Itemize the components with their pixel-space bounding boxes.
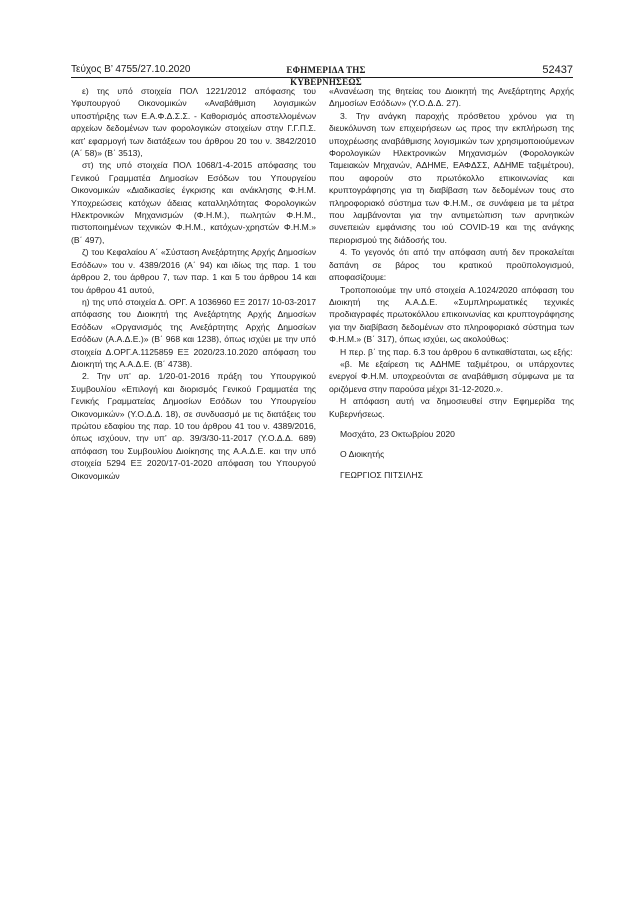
signature-role: Ο Διοικητής [340,449,385,460]
page-number: 52437 [542,64,573,76]
paragraph: ζ) του Κεφαλαίου Α΄ «Σύσταση Ανεξάρτητης Αρχής Δημοσίων Εσόδων» του ν. 4389/2016 (Α΄ 94) και ιδίως της παρ. 1 του άρθρου 2, του άρθρου 7, των παρ. 1 και 5 του άρθρου 14 και του άρθρου 41 αυτού, [71,247,316,295]
paragraph: 4. Το γεγονός ότι από την απόφαση αυτή δεν προκαλείται δαπάνη σε βάρος του κρατικού προϋπολογισμού, αποφασίζουμε: [329,247,574,283]
paragraph: Η περ. β΄ της παρ. 6.3 του άρθρου 6 αντικαθίσταται, ως εξής: [340,346,573,357]
paragraph: 2. Την υπ’ αρ. 1/20-01-2016 πράξη του Υπουργικού Συμβουλίου «Επιλογή και διορισμός Γενικού Γραμματέα της Γενικής Γραμματείας Δημοσίων Εσόδων του Υπουργείου Οικονομικών» (Υ.Ο.Δ.Δ. 18), σε συνδυασμό με τις διατάξεις του πρώτου εδαφίου της παρ. 10 του άρθρου 41 του ν. 4389/2016, όπως ισχύουν, την υπ’ αρ. 39/3/30-11-2017 (Υ.Ο.Δ.Δ. 689) απόφαση του Συμβουλίου Διοίκησης της Α.Α.Δ.Ε. και την υπό στοιχεία 5294 ΕΞ 2020/17-01-2020 απόφαση του Υπουργού Οικονομικών [71,371,316,481]
paragraph: Τροποποιούμε την υπό στοιχεία Α.1024/2020 απόφαση του Διοικητή της Α.Α.Δ.Ε. «Συμπληρωματικές τεχνικές προδιαγραφές πρωτοκόλλου επικοινωνίας και κρυπτογράφησης για την διαβίβαση δεδομένων στο πληροφοριακό σύστημα των Φ.Η.Μ.» (Β΄ 317), όπως ισχύει, ως ακολούθως: [329,284,574,345]
paragraph: ε) της υπό στοιχεία ΠΟΛ 1221/2012 απόφασης του Υφυπουργού Οικονομικών «Αναβάθμιση λογισμικών υποστήριξης των Ε.Α.Φ.Δ.Σ.Σ. - Καθορισμός αποστελλομένων αρχείων δεδομένων των φορολογικών στοιχείων στην Γ.Γ.Π.Σ. κατ’ εφαρμογή των διατάξεων του άρθρου 20 του ν. 3842/2010 (Α΄ 58)» (Β΄ 3513), [71,86,316,159]
gazette-title: ΕΦΗΜΕΡΙΔΑ ΤΗΣ ΚΥΒΕΡΝΗΣΕΩΣ [286,65,366,87]
paragraph: Η απόφαση αυτή να δημοσιευθεί στην Εφημερίδα της Κυβερνήσεως. [329,396,574,419]
paragraph: 3. Την ανάγκη παροχής πρόσθετου χρόνου για τη διευκόλυνση των επιχειρήσεων ως προς την εκπλήρωση της υποχρέωσης αναβάθμισης λογισμικών των χρησιμοποιούμενων Φορολογικών Ηλεκτρονικών Μηχανισμών (Φορολογικών Ταμειακών Μηχανών, ΑΔΗΜΕ, ΕΑΦΔΣΣ, ΑΔΗΜΕ ταξιμέτρου), που αφορούν στο πρωτόκολλο επικοινωνίας και κρυπτογράφησης για τη διαβίβαση των δεδομένων τους στο πληροφοριακό σύστημα των Φ.Η.Μ., σε συνάφεια με τα μέτρα που λαμβάνονται για την αντιμετώπιση των αρνητικών συνεπειών εμφάνισης του ιού COVID-19 και της ανάγκης περιορισμού της διάδοσής του. [329,110,574,245]
signature-name: ΓΕΩΡΓΙΟΣ ΠΙΤΣΙΛΗΣ [340,469,423,480]
paragraph: «β. Με εξαίρεση τις ΑΔΗΜΕ ταξιμέτρου, οι υπάρχοντες ενεργοί Φ.Η.Μ. υποχρεούνται σε αναβάθμιση σύμφωνα με τα οριζόμενα στην παρούσα μέχρι 31-12-2020.». [329,358,574,394]
paragraph: στ) της υπό στοιχεία ΠΟΛ 1068/1-4-2015 απόφασης του Γενικού Γραμματέα Δημοσίων Εσόδων του Υπουργείου Οικονομικών «Διαδικασίες έγκρισης και ανάκλησης Φ.Η.Μ. Υποχρεώσεις κατόχων άδειας καταλληλότητας Φορολογικών Ηλεκτρονικών Μηχανισμών (Φ.Η.Μ.), πωλητών Φ.Η.Μ., πιστοποιημένων τεχνικών Φ.Η.Μ., κατόχων-χρηστών Φ.Η.Μ.» (Β΄ 497), [71,160,316,245]
page-header [71,64,573,87]
signature-place-date: Μοσχάτο, 23 Οκτωβρίου 2020 [340,428,455,439]
left-column [71,85,316,482]
right-column [329,85,574,481]
header-divider [71,77,573,78]
issue-label: Τεύχος Β’ 4755/27.10.2020 [71,64,191,75]
paragraph: η) της υπό στοιχεία Δ. ΟΡΓ. Α 1036960 ΕΞ 2017/ 10-03-2017 απόφασης του Διοικητή της Ανεξάρτητης Αρχής Δημοσίων Εσόδων «Οργανισμός της Ανεξάρτητης Αρχής Δημοσίων Εσόδων (Α.Α.Δ.Ε.)» (Β΄ 968 και 1238), όπως ισχύει με την υπό στοιχεία Δ.ΟΡΓ.Α.1125859 ΕΞ 2020/23.10.2020 απόφαση του Διοικητή της Α.Α.Δ.Ε. (Β΄ 4738). [71,296,316,369]
paragraph: «Ανανέωση της θητείας του Διοικητή της Ανεξάρτητης Αρχής Δημοσίων Εσόδων» (Υ.Ο.Δ.Δ. 27). [329,86,574,109]
